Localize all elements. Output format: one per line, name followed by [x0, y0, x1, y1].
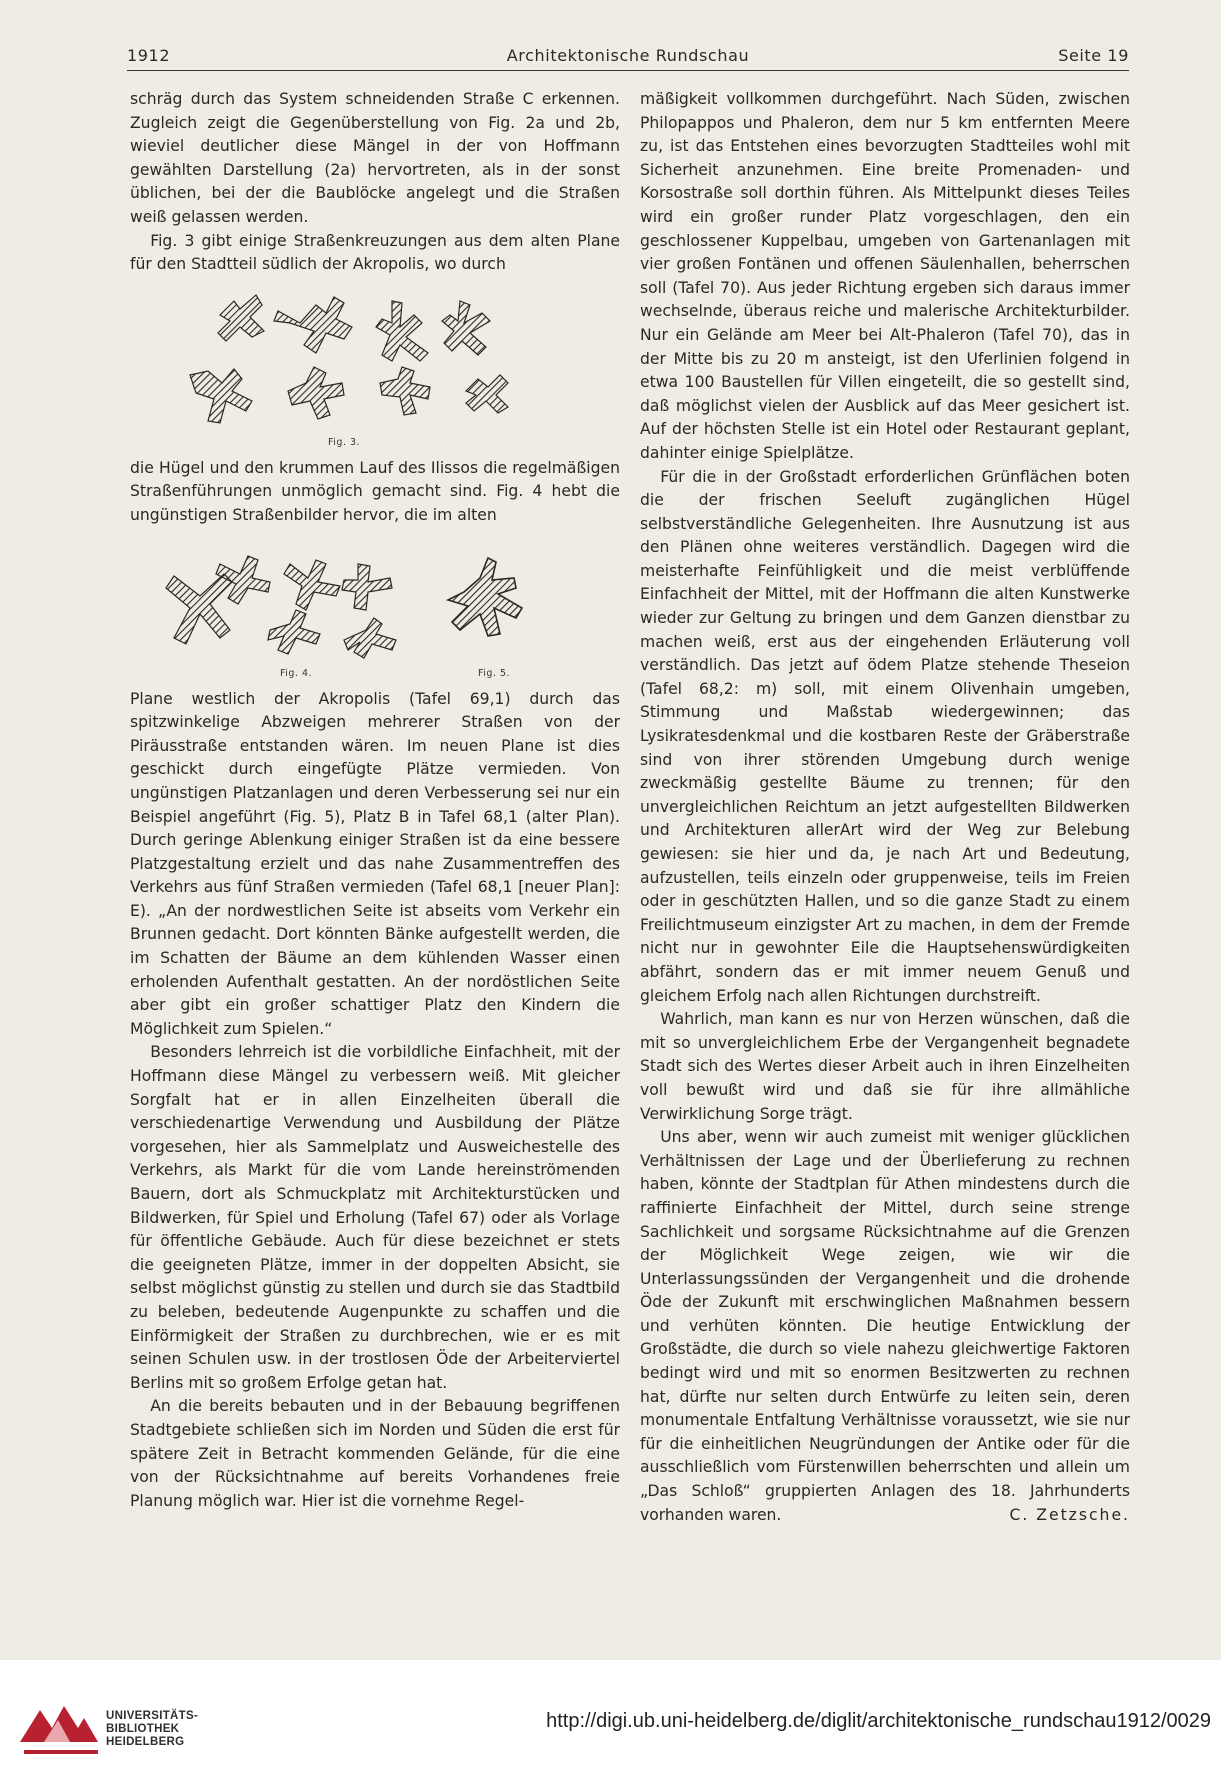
left-paragraph-3: die Hügel und den krummen Lauf des Ilissos die regelmäßigen Straßenführungen unmöglich gemacht sind. Fig. 4 hebt die ungünstigen Straßenbilder hervor, die im alten [130, 458, 620, 524]
left-paragraph-4: Plane westlich der Akropolis (Tafel 69,1) durch das spitzwinkelige Abzweigen mehrerer Straßen von der Piräusstraße entstanden wären. Im neuen Plane ist dies geschickt durch eingefügte Plätze vermieden. Von ungünstigen Platzanlagen und deren Verbesserung sei nur ein Beispiel angeführt (Fig. 5), Platz B in Tafel 68,1 (alter Plan). Durch geringe Ablenkung einiger Straßen ist da eine bessere Platzgestaltung erzielt und das nahe Zusammentreffen des Verkehrs aus fünf Straßen vermieden (Tafel 68,1 [neuer Plan]: E). „An der nordwestlichen Seite ist abseits vom Verkehr ein Brunnen gedacht. Dort könnten Bänke aufgestellt werden, die im Schatten der Bäume an dem kühlenden Wasser einen erholenden Aufenthalt gestatten. An der nordöstlichen Seite aber gibt ein großer schattiger Platz den Kindern die Möglichkeit zum Spielen.“ [130, 689, 620, 1038]
right-column [640, 88, 1130, 1527]
left-paragraph-6: An die bereits bebauten und in der Bebauung begriffenen Stadtgebiete schließen sich im Norden und Süden die erst für spätere Zeit in Betracht kommenden Gelände, für die eine von der Rücksichtnahme auf bereits Vorhandenes freie Planung möglich war. Hier ist die vornehme Regel- [130, 1397, 620, 1510]
right-paragraph-2: Für die in der Großstadt erforderlichen Grünflächen boten die der frischen Seeluft zugänglichen Hügel selbstverständliche Gelegenheiten. Ihre Ausnutzung ist aus den Plänen ohne weiteres verständlich. Dagegen wird die meisterhafte Feinfühligkeit und die meist verblüffende Einfachheit der Mittel, mit der Hoffmann die alten Kunstwerke wieder zur Geltung zu bringen und dem Ganzen dienstbar zu machen weiß, erst aus der eingehenden Erläuterung voll verständlich. Das jetzt auf ödem Platze stehende Theseion (Tafel 68,2: m) soll, mit einem Olivenhain umgeben, Stimmung und Maßstab wiedergewinnen; das Lysikratesdenkmal und die kostbaren Reste der Gräberstraße sind von ihrer störenden Umgebung durch wenige zweckmäßig gestellte Bäume zu trennen; für den unvergleichlichen Reichtum an jetzt aufgestellten Bildwerken und Architekturen allerArt wird der Weg zur Belebung gewiesen: sie hier und da, je nach Art und Bedeutung, aufzustellen, teils einzeln oder gruppenweise, teils im Freien oder in geschützten Hallen, und so die ganze Stadt zu einem Freilichtmuseum einzigster Art zu machen, in dem der Fremde nicht nur in gewohnter Eile die Hauptsehenswürdigkeiten abfährt, sondern das er mit immer neuem Genuß und gleichem Erfolg nach allen Richtungen durchstreift. [640, 467, 1130, 1005]
digitization-footer [0, 1660, 1221, 1765]
author-signature: C. Zetzsche. [1009, 1505, 1130, 1524]
left-column [130, 88, 620, 1513]
running-head [127, 40, 1129, 68]
header-year: 1912 [127, 46, 171, 65]
figure-4-caption: Fig. 4. [280, 667, 313, 679]
right-paragraph-4-text: Uns aber, wenn wir auch zumeist mit weniger glücklichen Verhältnissen der Lage und der Überlieferung zu rechnen haben, könnte der Stadtplan für Athen mindestens durch die raffinierte Einfachheit der Mittel, durch seine strenge Sachlichkeit und sorgsame Rücksichtnahme auf die Grenzen der Möglichkeit Wege zeigen, wie wir die Unterlassungssünden der Vergangenheit und die drohende Öde der Zukunft mit erschwinglichen Maßnahmen bessern und verhüten könnten. Die heutige Entwicklung der Großstädte, die durch so viele nahezu gleichwertige Faktoren bedingt wird und mit so enormen Besitzwerten zu rechnen hat, dürfte nur selten durch Entwürfe zu leiten sein, deren monumentale Entfaltung Verhältnisse voraussetzt, wie sie nur für die einheitlichen Neugründungen der Antike oder für die ausschließlich vom Fürstenwillen beherrschten und allein um „Das Schloß“ gruppierten Anlagen des 18. Jahrhunderts vorhanden waren. [640, 1128, 1130, 1524]
left-paragraph-1: schräg durch das System schneidenden Straße C erkennen. Zugleich zeigt die Gegenüberstellung von Fig. 2a und 2b, wieviel deutlicher diese Mängel in der von Hoffmann gewählten Darstellung (2a) hervortreten, als in der sonst üblichen, bei der die Baublöcke angelegt und die Straßen weiß gelassen werden. [130, 90, 620, 226]
header-rule [127, 70, 1129, 71]
library-name-line-2: BIBLIOTHEK [106, 1723, 180, 1735]
header-journal-title: Architektonische Rundschau [506, 46, 750, 65]
header-page-number: Seite 19 [1058, 46, 1129, 65]
library-name-line-1: UNIVERSITÄTS- [106, 1710, 199, 1722]
figure-3 [130, 283, 620, 451]
figure-3-caption: Fig. 3. [328, 436, 361, 448]
library-name [106, 1710, 198, 1749]
library-name-line-3: HEIDELBERG [106, 1736, 185, 1748]
left-paragraph-5: Besonders lehrreich ist die vorbildliche Einfachheit, mit der Hoffmann diese Mängel zu verbessern weiß. Mit gleicher Sorgfalt hat er in allen Einzelheiten überall die verschiedenartige Verwendung und Ausbildung der Plätze vorgesehen, hier als Sammelplatz und Ausweichestelle des Verkehrs, als Markt für die vom Lande hereinströmenden Bauern, dort als Schmuckplatz mit Architekturstücken und Bildwerken, für Spiel und Erholung (Tafel 67) oder als Vorlage für öffentliche Gebäude. Auch für diese bezeichnet er stets die geeigneten Plätze, immer in der doppelten Absicht, sie selbst möglichst günstig zu stellen und durch sie das Stadtbild zu beleben, bedeutende Augenpunkte zu schaffen und die Einförmigkeit der Straßen zu durchbrechen, wie er es mit seinen Schulen usw. in der trostlosen Öde der Arbeiterviertel Berlins mit so großem Erfolge getan hat. [130, 1043, 620, 1392]
figure-4-and-5 [130, 534, 620, 682]
right-paragraph-4 [640, 1126, 1130, 1527]
right-paragraph-3: Wahrlich, man kann es nur von Herzen wünschen, daß die mit so unvergleichlichem Erbe der Vergangenheit begnadete Stadt sich des Wertes dieser Arbeit auch in ihren Einzelheiten voll bewußt wird und daß sie für ihre allmähliche Verwirklichung Sorge trägt. [640, 1010, 1130, 1123]
right-paragraph-1: mäßigkeit vollkommen durchgeführt. Nach Süden, zwischen Philopappos und Phaleron, dem nur 5 km entfernten Meere zu, ist das Entstehen eines bevorzugten Stadtteiles wohl mit Sicherheit anzunehmen. Eine breite Promenaden- und Korsostraße soll dorthin führen. Als Mittelpunkt dieses Teiles wird ein großer runder Platz vorgeschlagen, den ein geschlossener Kuppelbau, umgeben von Gartenanlagen mit vier großen Fontänen und offenen Säulenhallen, beherrschen soll (Tafel 70). Aus jeder Richtung ergeben sich daraus immer wechselnde, überaus reiche und malerische Architekturbilder. Nur ein Gelände am Meer bei Alt-Phaleron (Tafel 70), das in der Mitte bis zu 20 m ansteigt, ist den Uferlinien folgend in etwa 100 Baustellen für Villen eingeteilt, die so gestellt sind, daß möglichst vielen der Ausblick auf das Meer gesichert ist. Auf der höchsten Stelle ist ein Hotel oder Restaurant geplant, dahinter einige Spielplätze. [640, 90, 1130, 462]
left-paragraph-2: Fig. 3 gibt einige Straßenkreuzungen aus dem alten Plane für den Stadtteil südlich der Akropolis, wo durch [130, 231, 620, 274]
permalink-url[interactable]: http://digi.ub.uni-heidelberg.de/diglit/architektonische_rundschau1912/0029 [546, 1710, 1211, 1732]
figure-5-caption: Fig. 5. [478, 667, 511, 679]
figure-4-and-5-street-diagrams [130, 534, 620, 682]
figure-3-street-crossings [130, 283, 620, 451]
